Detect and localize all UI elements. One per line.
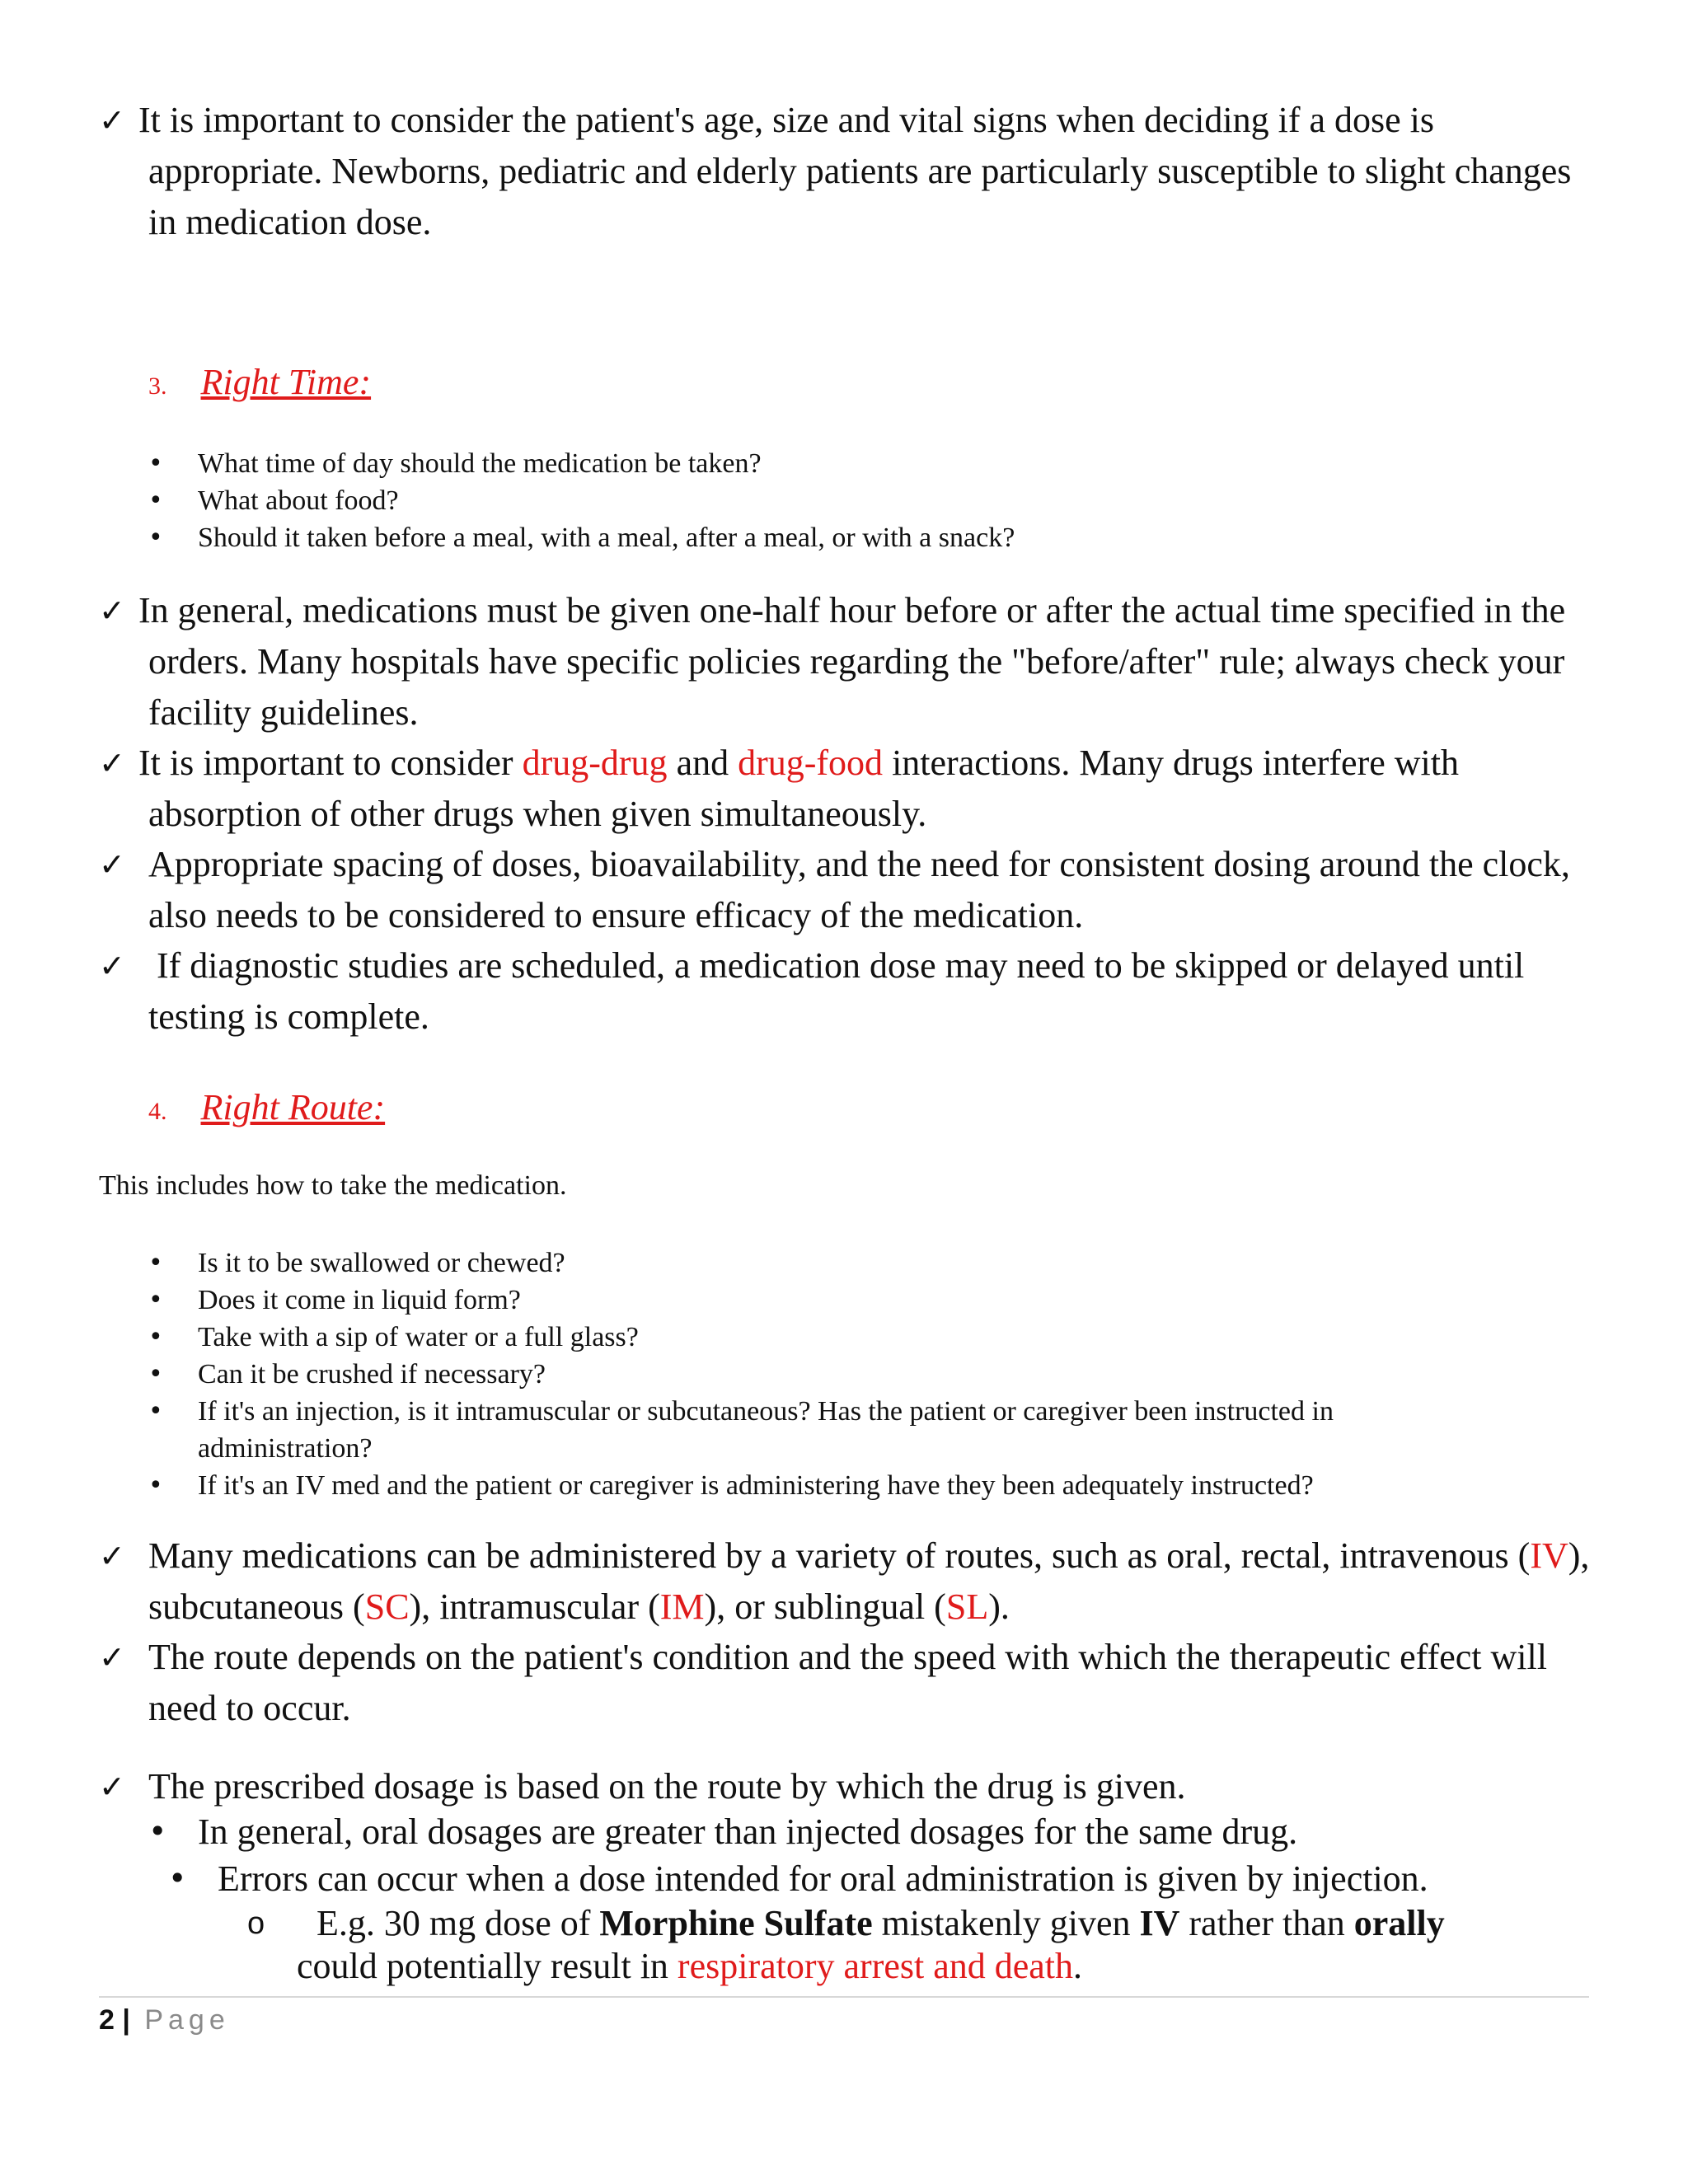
check-item-routes [99, 1530, 1599, 1633]
sub-bullet-icon: o [247, 1906, 265, 1941]
example-text: E.g. 30 mg dose of Morphine Sulfate mistakenly given IV rather than orally could potentially result in respiratory arrest and death. [297, 1903, 1445, 1986]
highlight-sc: SC [364, 1586, 410, 1627]
list-item: • If it's an IV med and the patient or caregiver is administering have they been adequately instructed? [148, 1467, 1467, 1504]
list-item: • Is it to be swallowed or chewed? [148, 1244, 1467, 1282]
check-mark-icon: ✓ [99, 593, 125, 629]
section-title: Right Time: [200, 362, 372, 402]
page-label: Page [144, 2004, 230, 2036]
list-item: • Can it be crushed if necessary? [148, 1356, 1467, 1393]
check-item-text: The prescribed dosage is based on the route by which the drug is given. [148, 1766, 1186, 1807]
page-footer [99, 2004, 230, 2036]
list-item: • Take with a sip of water or a full glass? [148, 1319, 1467, 1356]
check-item-interactions [99, 738, 1599, 840]
check-item-text: Appropriate spacing of doses, bioavailability, and the need for consistent dosing around the clock, also needs to be considered to ensure efficacy of the medication. [148, 844, 1570, 935]
footer-divider [99, 1996, 1589, 1998]
check-mark-icon: ✓ [99, 1538, 125, 1574]
section-heading-right-time [148, 361, 371, 403]
check-mark-icon: ✓ [99, 1769, 125, 1805]
check-mark-icon: ✓ [99, 1639, 125, 1675]
dosage-bullet-list [148, 1808, 1550, 1902]
section-number: 3. [148, 373, 167, 400]
highlight-drug-drug: drug-drug [522, 743, 668, 783]
list-item: • If it's an injection, is it intramuscular or subcutaneous? Has the patient or caregiver been instructed in administration? [148, 1393, 1467, 1467]
check-mark-icon: ✓ [99, 102, 125, 138]
right-time-question-list [148, 445, 1467, 556]
check-item-half-hour-rule [99, 585, 1599, 738]
check-item-patient-age [99, 95, 1599, 248]
footer-separator: | [122, 2004, 130, 2036]
highlight-sl: SL [945, 1586, 989, 1627]
list-item: • Should it taken before a meal, with a meal, after a meal, or with a snack? [148, 519, 1467, 556]
dosage-example [247, 1902, 1533, 1988]
section-number: 4. [148, 1098, 167, 1125]
highlight-im: IM [659, 1586, 705, 1627]
list-item: • What time of day should the medication be taken? [148, 445, 1467, 482]
check-item-text: If diagnostic studies are scheduled, a medication dose may need to be skipped or delayed until testing is complete. [148, 945, 1525, 1037]
list-item: • In general, oral dosages are greater than injected dosages for the same drug. [148, 1808, 1550, 1855]
list-item: • Errors can occur when a dose intended for oral administration is given by injection. [148, 1855, 1550, 1902]
check-item-prescribed-dosage [99, 1761, 1599, 1812]
check-item-text: Many medications can be administered by a variety of routes, such as oral, rectal, intravenous (IV), subcutaneous (SC), intramuscular (IM), or sublingual (SL). [148, 1535, 1590, 1627]
check-item-diagnostic-studies [99, 940, 1599, 1043]
drug-name: Morphine Sulfate [599, 1903, 873, 1943]
right-route-question-list [148, 1244, 1467, 1504]
check-mark-icon: ✓ [99, 846, 125, 883]
check-mark-icon: ✓ [99, 948, 125, 984]
list-item: • What about food? [148, 482, 1467, 519]
check-item-text: It is important to consider drug-drug and drug-food interactions. Many drugs interfere with absorption of other drugs when given simultaneously. [138, 743, 1459, 834]
check-item-route-depends [99, 1632, 1599, 1734]
check-item-text: In general, medications must be given one-half hour before or after the actual time specified in the orders. Many hospitals have specific policies regarding the "before/after" rule; always check your facility guidelines. [138, 590, 1566, 733]
page-number: 2 [99, 2004, 115, 2036]
highlight-iv: IV [1530, 1535, 1568, 1576]
right-route-intro: This includes how to take the medication. [99, 1170, 567, 1201]
check-item-text: The route depends on the patient's condition and the speed with which the therapeutic effect will need to occur. [148, 1637, 1547, 1728]
section-title: Right Route: [200, 1087, 386, 1127]
highlight-drug-food: drug-food [738, 743, 884, 783]
list-item: • Does it come in liquid form? [148, 1282, 1467, 1319]
highlight-respiratory-arrest: respiratory arrest and death [677, 1946, 1074, 1986]
check-mark-icon: ✓ [99, 745, 125, 781]
check-item-text: It is important to consider the patient's age, size and vital signs when deciding if a dose is appropriate. Newborns, pediatric and elderly patients are particularly susceptible to slight changes in medication dose. [138, 100, 1572, 242]
section-heading-right-route [148, 1086, 385, 1128]
check-item-dose-spacing [99, 839, 1599, 941]
